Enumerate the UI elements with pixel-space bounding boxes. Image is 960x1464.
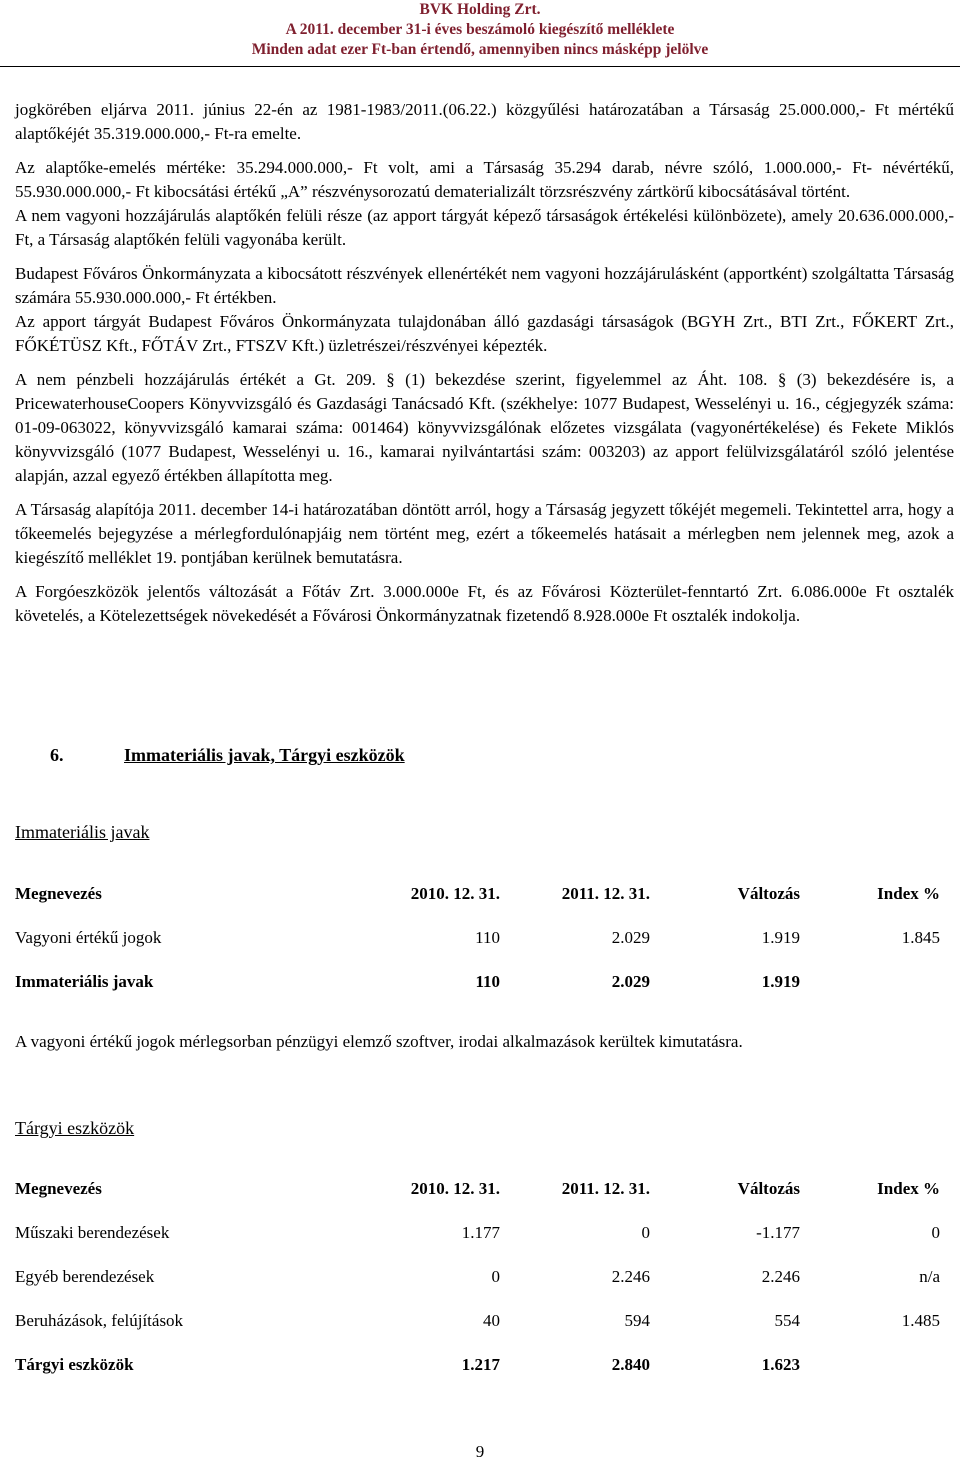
table-total-row — [15, 960, 940, 1004]
column-header: Index % — [877, 1179, 940, 1198]
header-divider — [0, 66, 960, 67]
header-company: BVK Holding Zrt. — [419, 1, 541, 18]
column-header: Megnevezés — [15, 1179, 102, 1198]
column-header: Index % — [877, 884, 940, 903]
column-header: Változás — [737, 884, 800, 903]
section-title — [50, 743, 405, 767]
table-total-row — [15, 1343, 940, 1387]
table-cell: 1.217 — [461, 1355, 500, 1374]
tangibles-heading: Tárgyi eszközök — [15, 1118, 135, 1138]
table-cell: Beruházások, felújítások — [15, 1311, 184, 1330]
table-cell: 1.845 — [901, 928, 940, 947]
table-cell: 1.919 — [761, 928, 800, 947]
table-cell: Vagyoni értékű jogok — [15, 928, 162, 947]
paragraph-valuation: A nem pénzbeli hozzájárulás értékét a Gt. 209. § (1) bekezdése szerint, figyelemmel az Áht. 108. § (3) bekezdésére is, a PricewaterhouseCoopers Könyvvizsgáló és Gazdasági Tanácsadó Kft. (székhelye: 1077 Budapest, Wesselényi u. 16., cégjegyzék száma: 01-09-063022, könyvvizsgáló kamarai száma: 001464) könyvvizsgálónak előzetes vizsgálata (vagyonértékelése) és Fekete Miklós könyvvizsgáló (1077 Budapest, Wesselényi u. 16., kamarai nyilvántartási szám: 003203) az apport felülvizsgálatáról szóló jelentése alapján, azzal egyező értékben állapította meg. — [15, 370, 954, 485]
paragraph-apport: Budapest Főváros Önkormányzata a kibocsátott részvények ellenértékét nem vagyoni hozzájárulásként (apportként) szolgáltatta Társaság számára 55.930.000.000,- Ft értékben. — [15, 264, 954, 307]
table-cell: 0 — [931, 1223, 940, 1242]
column-header: 2011. 12. 31. — [561, 1179, 650, 1198]
table-cell: 40 — [483, 1311, 500, 1330]
column-header: 2011. 12. 31. — [561, 884, 650, 903]
section-number: 6. — [50, 745, 64, 765]
column-header: 2010. 12. 31. — [410, 1179, 500, 1198]
table-cell: 110 — [475, 928, 500, 947]
paragraph-capital-increase: jogkörében eljárva 2011. június 22-én az 1981-1983/2011.(06.22.) közgyűlési határozatában a Társaság 25.000.000,- Ft mértékű alaptőkéjét 35.319.000.000,- Ft-ra emelte. — [15, 100, 954, 143]
page-header — [0, 0, 960, 60]
table-cell: Műszaki berendezések — [15, 1223, 170, 1242]
table-row — [15, 1299, 940, 1343]
table-cell: 1.485 — [901, 1311, 940, 1330]
table-cell: -1.177 — [756, 1223, 800, 1242]
table-cell: 0 — [641, 1223, 650, 1242]
table-header-row — [15, 1167, 940, 1211]
table-cell: 1.919 — [761, 972, 800, 991]
section-heading: Immateriális javak, Tárgyi eszközök — [124, 745, 405, 765]
tangibles-table — [15, 1167, 940, 1387]
table-cell: 1.177 — [461, 1223, 500, 1242]
paragraph-share-issue: Az alaptőke-emelés mértéke: 35.294.000.000,- Ft volt, ami a Társaság 35.294 darab, névre szóló, 1.000.000,- Ft- névértékű, 55.930.000.000,- Ft kibocsátási értékű „A” részvénysorozatú dematerializált törzsrészvény zártkörű kibocsátásával történt. — [15, 158, 954, 201]
table-cell: 2.029 — [611, 928, 650, 947]
table-cell: Tárgyi eszközök — [15, 1355, 134, 1374]
table-header-row — [15, 872, 940, 916]
table-cell: Immateriális javak — [15, 972, 154, 991]
table-cell: 594 — [624, 1311, 650, 1330]
table-cell: 0 — [491, 1267, 500, 1286]
table-cell — [800, 960, 940, 1004]
column-header: Változás — [737, 1179, 800, 1198]
table-row — [15, 1211, 940, 1255]
table-cell: 2.029 — [611, 972, 650, 991]
page-number: 9 — [475, 1442, 485, 1461]
table-cell: n/a — [919, 1267, 940, 1286]
paragraph-apport-subject: Az apport tárgyát Budapest Főváros Önkormányzata tulajdonában álló gazdasági társaságok (BGYH Zrt., BTI Zrt., FŐKERT Zrt., FŐKÉTÜSZ Kft., FŐTÁV Zrt., FTSZV Kft.) üzletrészei/részvényei képezték. — [15, 312, 954, 355]
intangibles-heading: Immateriális javak — [15, 822, 150, 842]
table-cell: 2.246 — [761, 1267, 800, 1286]
table-row — [15, 1255, 940, 1299]
paragraph-current-assets: A Forgóeszközök jelentős változását a Főtáv Zrt. 3.000.000e Ft, és az Fővárosi Közterület-fenntartó Zrt. 6.086.000e Ft osztalék követelés, a Kötelezettségek növekedését a Fővárosi Önkormányzatnak fizetendő 8.928.000e Ft osztalék indokolja. — [15, 582, 954, 625]
header-report-title: A 2011. december 31-i éves beszámoló kiegészítő melléklete — [285, 21, 675, 38]
table-cell: 2.246 — [611, 1267, 650, 1286]
body-text — [15, 98, 954, 638]
table-cell — [800, 1343, 940, 1387]
table-cell: 1.623 — [761, 1355, 800, 1374]
header-units-note: Minden adat ezer Ft-ban értendő, amennyiben nincs másképp jelölve — [251, 41, 709, 58]
intangibles-table — [15, 872, 940, 1004]
intangibles-note: A vagyoni értékű jogok mérlegsorban pénzügyi elemző szoftver, irodai alkalmazások kerültek kimutatásra. — [15, 1032, 743, 1051]
table-cell: 110 — [475, 972, 500, 991]
column-header: 2010. 12. 31. — [410, 884, 500, 903]
table-cell: 554 — [774, 1311, 800, 1330]
paragraph-founder-decision: A Társaság alapítója 2011. december 14-i határozatában döntött arról, hogy a Társaság jegyzett tőkéjét megemeli. Tekintettel arra, hogy a tőkeemelés bejegyzése a mérlegfordulónapjáig nem történt meg, ezért a tőkeemelés hatásait a mérlegben nem jelennek meg, azok a kiegészítő melléklet 19. pontjában kerülnek bemutatásra. — [15, 500, 954, 567]
table-cell: 2.840 — [611, 1355, 650, 1374]
table-row — [15, 916, 940, 960]
column-header: Megnevezés — [15, 884, 102, 903]
table-cell: Egyéb berendezések — [15, 1267, 155, 1286]
paragraph-premium: A nem vagyoni hozzájárulás alaptőkén felüli része (az apport tárgyát képező társaságok értékelési különbözete), amely 20.636.000.000,- Ft, a Társaság alaptőkén felüli vagyonába került. — [15, 206, 954, 249]
